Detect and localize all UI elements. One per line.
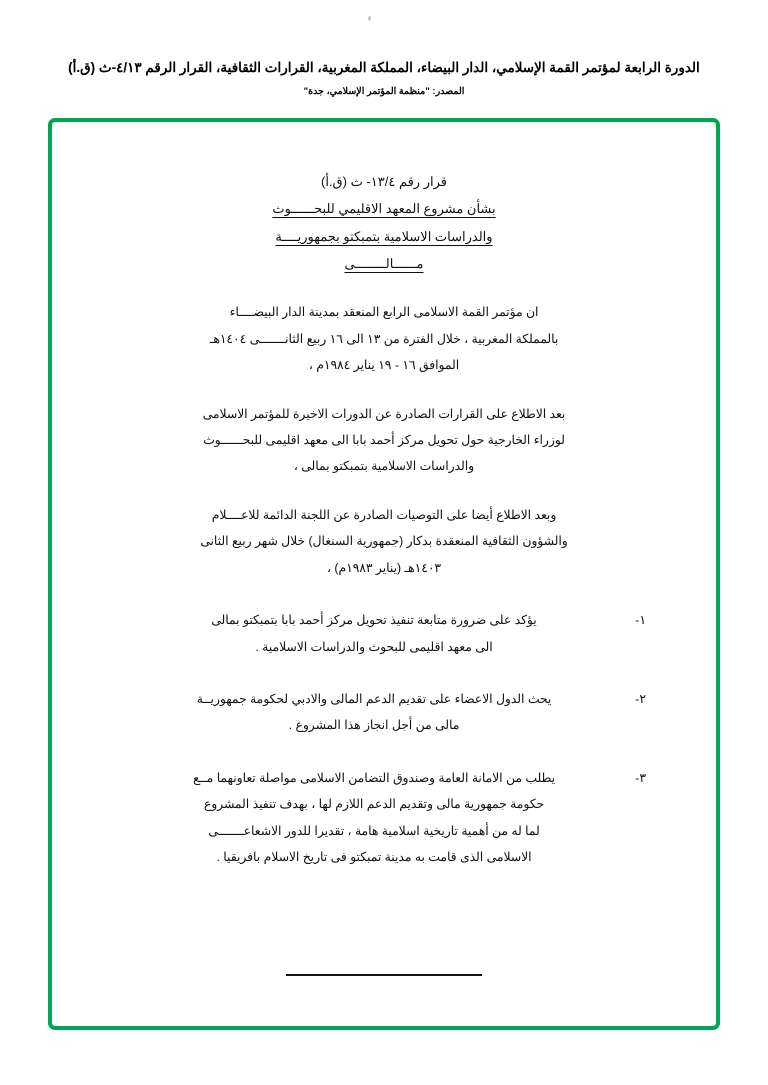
resolution-item-3-line-1: يطلب من الامانة العامة وصندوق التضامن الاسلامى مواصلة تعاونهما مــع [192,770,556,785]
resolution-item-1-number: ١- [635,613,646,628]
resolution-item-2 [122,686,646,739]
resolution-title-line-1: قرار رقم ١٣/٤- ث (ق.أ) [321,174,447,189]
paragraph-preamble-line-1: ان مؤتمر القمة الاسلامى الرابع المنعقد بمدينة الدار البيضــــاء [229,305,539,320]
resolution-item-2-number: ٢- [635,692,646,706]
resolution-item-2-body [122,686,620,739]
resolution-title-line-2: بشأن مشروع المعهد الاقليمي للبحــــــوث [272,201,496,217]
paragraph-after-review-2-line-1: وبعد الاطلاع أيضا على التوصيات الصادرة عن اللجنة الدائمة للاعــــلام [211,507,557,522]
paragraph-after-review-2-line-3: ١٤٠٣هـ (يناير ١٩٨٣م) ، [326,560,442,575]
resolution-item-2-line-2: مالى من أجل انجاز هذا المشروع . [288,718,460,733]
resolution-item-3-number: ٣- [635,770,646,785]
paragraph-after-review-1-line-3: والدراسات الاسلامية بتمبكتو بمالى ، [293,459,475,474]
paragraph-after-review-2-line-2: والشؤون الثقافية المنعقدة بدكار (جمهورية السنغال) خلال شهر ربيع الثانى [200,534,568,549]
resolution-item-3-line-2: حكومة جمهورية مالى وتقديم الدعم اللازم لها ، بهدف تنفيذ المشروع [203,797,545,812]
resolution-item-1-line-1: يؤكد على ضرورة متابعة تنفيذ تحويل مركز أحمد بابا بتمبكتو بمالى [211,613,537,628]
resolution-title [122,168,646,277]
header-source: المصدر: "منظمة المؤتمر الإسلامي، جدة" [303,86,465,98]
paragraph-preamble-line-2: بالمملكة المغربية ، خلال الفترة من ١٣ الى ١٦ ربيع الثانـــــــى ١٤٠٤هـ [209,331,559,346]
document-frame [48,118,720,1030]
resolution-item-1-line-2: الى معهد اقليمى للبحوث والدراسات الاسلامية . [255,639,493,654]
resolution-item-3 [122,765,646,871]
document-header [0,58,768,97]
paragraph-after-review-2 [122,502,646,581]
paragraph-preamble-line-3: الموافق ١٦ - ١٩ يناير ١٩٨٤م ، [308,358,460,373]
scan-speck [368,16,371,21]
header-title: الدورة الرابعة لمؤتمر القمة الإسلامي، الدار البيضاء، المملكة المغربية، القرارات الثقافية، القرار الرقم ٤/١٣-ث (ق.أ) [68,60,700,75]
resolution-item-3-line-4: الاسلامى الذى قامت به مدينة تمبكتو فى تاريخ الاسلام بافريقيا . [216,850,532,865]
document-body [52,122,716,1026]
bottom-divider-line [286,974,482,976]
paragraph-after-review-1-line-1: بعد الاطلاع على القرارات الصادرة عن الدورات الاخيرة للمؤتمر الاسلامى [202,406,566,421]
resolution-item-1-body [122,607,620,660]
resolution-item-1 [122,607,646,660]
resolution-title-line-4: مــــــالــــــــى [344,255,424,271]
resolution-item-2-line-1: يحث الدول الاعضاء على تقديم الدعم المالى والادبي لحكومة جمهوريــة [196,692,552,706]
resolution-item-3-line-3: لما له من أهمية تاريخية اسلامية هامة ، تقديرا للدور الاشعاعـــــــى [208,823,540,838]
bottom-divider [52,974,716,976]
resolution-title-line-3: والدراسات الاسلامية بتمبكتو بجمهوريــــة [275,228,493,244]
paragraph-after-review-1-line-2: لوزراء الخارجية حول تحويل مركز أحمد بابا الى معهد اقليمى للبحــــــوث [203,432,565,447]
paragraph-preamble [122,299,646,378]
paragraph-after-review-1 [122,401,646,480]
resolution-item-3-body [122,765,620,871]
